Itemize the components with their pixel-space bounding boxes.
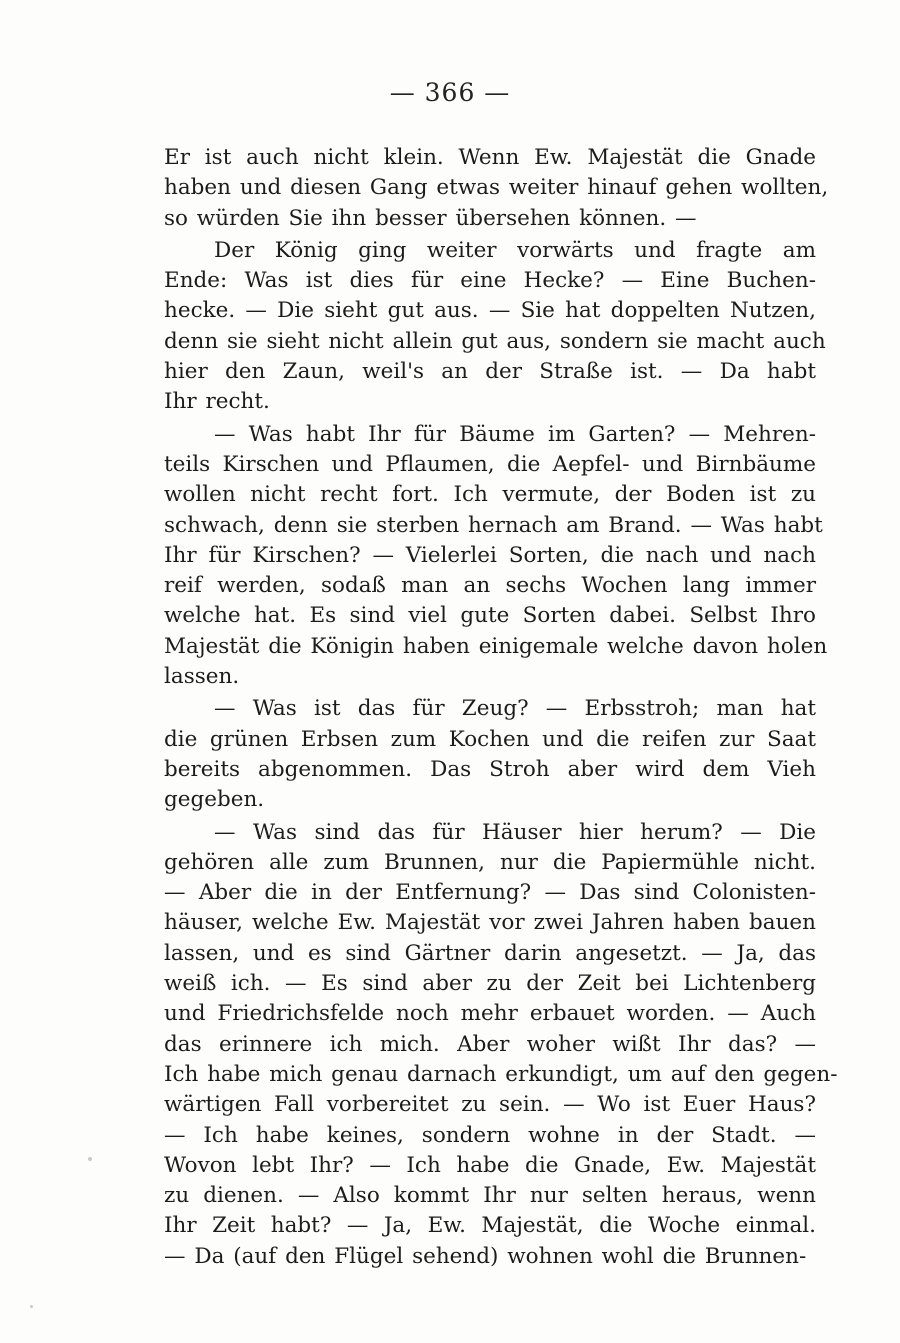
page-number: — 366 — [389,78,511,107]
paragraph [164,818,838,1272]
text-line: — Aber die in der Entfernung? — Das sind Colonisten- [164,880,816,906]
paper-speck [30,1305,33,1308]
text-line: Wovon lebt Ihr? — Ich habe die Gnade, Ew. Majestät [164,1152,816,1178]
text-line: reif werden, sodaß man an sechs Wochen lang immer [164,573,816,599]
text-line: — Da (auf den Flügel sehend) wohnen wohl die Brunnen- [164,1243,807,1269]
text-line: zu dienen. — Also kommt Ihr nur selten heraus, wenn [164,1183,816,1209]
text-line: lassen, und es sind Gärtner darin angesetzt. — Ja, das [164,940,816,966]
text-line: Ende: Was ist dies für eine Hecke? — Eine Buchen- [164,268,816,294]
text-line: häuser, welche Ew. Majestät vor zwei Jahren haben bauen [164,910,816,936]
text-line: teils Kirschen und Pflaumen, die Aepfel- und Birnbäume [164,451,816,477]
paragraph [164,236,826,418]
text-line: Ihr für Kirschen? — Vielerlei Sorten, die nach und nach [164,542,816,568]
text-line: die grünen Erbsen zum Kochen und die reifen zur Saat [164,726,816,752]
text-line: gegeben. [164,787,265,813]
text-line: Er ist auch nicht klein. Wenn Ew. Majestät die Gnade [164,145,816,170]
text-line: bereits abgenommen. Das Stroh aber wird dem Vieh [164,756,816,782]
text-line: lassen. [164,664,240,690]
text-line: Ihr recht. [164,389,270,415]
text-line: das erinnere ich mich. Aber woher wißt Ihr das? — [164,1031,816,1057]
text-line: — Ich habe keines, sondern wohne in der Stadt. — [164,1122,816,1148]
paragraph [164,420,828,693]
text-line: welche hat. Es sind viel gute Sorten dabei. Selbst Ihro [164,603,816,629]
text-line: weiß ich. — Es sind aber zu der Zeit bei Lichtenberg [164,971,816,997]
text-line: haben und diesen Gang etwas weiter hinauf gehen wollten, [164,175,829,201]
text-line: Ihr Zeit habt? — Ja, Ew. Majestät, die Woche einmal. [164,1213,816,1239]
paper-speck [88,1157,92,1161]
text-line: schwach, denn sie sterben hernach am Brand. — Was habt [164,512,823,538]
text-line: Ich habe mich genau darnach erkundigt, um auf den gegen- [164,1061,838,1087]
text-line: gehören alle zum Brunnen, nur die Papiermühle nicht. [164,849,816,875]
text-line: hier den Zaun, weil's an der Straße ist. — Da habt [164,359,816,385]
body-text [164,143,838,1272]
text-line: wärtigen Fall vorbereitet zu sein. — Wo ist Euer Haus? [164,1092,816,1118]
text-line: — Was habt Ihr für Bäume im Garten? — Mehren- [214,421,816,447]
text-line: wollen nicht recht fort. Ich vermute, der Boden ist zu [164,482,816,508]
paragraph [164,143,829,234]
text-line: so würden Sie ihn besser übersehen können. — [164,205,697,231]
text-line: — Was ist das für Zeug? — Erbsstroh; man hat [214,696,816,722]
text-line: und Friedrichsfelde noch mehr erbauet worden. — Auch [164,1001,816,1027]
text-line: Majestät die Königin haben einigemale welche davon holen [164,633,828,659]
text-line: Der König ging weiter vorwärts und fragte am [214,237,816,263]
paragraph [164,694,816,815]
text-line: — Was sind das für Häuser hier herum? — Die [214,819,816,845]
text-line: hecke. — Die sieht gut aus. — Sie hat doppelten Nutzen, [164,298,816,324]
text-line: denn sie sieht nicht allein gut aus, sondern sie macht auch [164,328,826,354]
